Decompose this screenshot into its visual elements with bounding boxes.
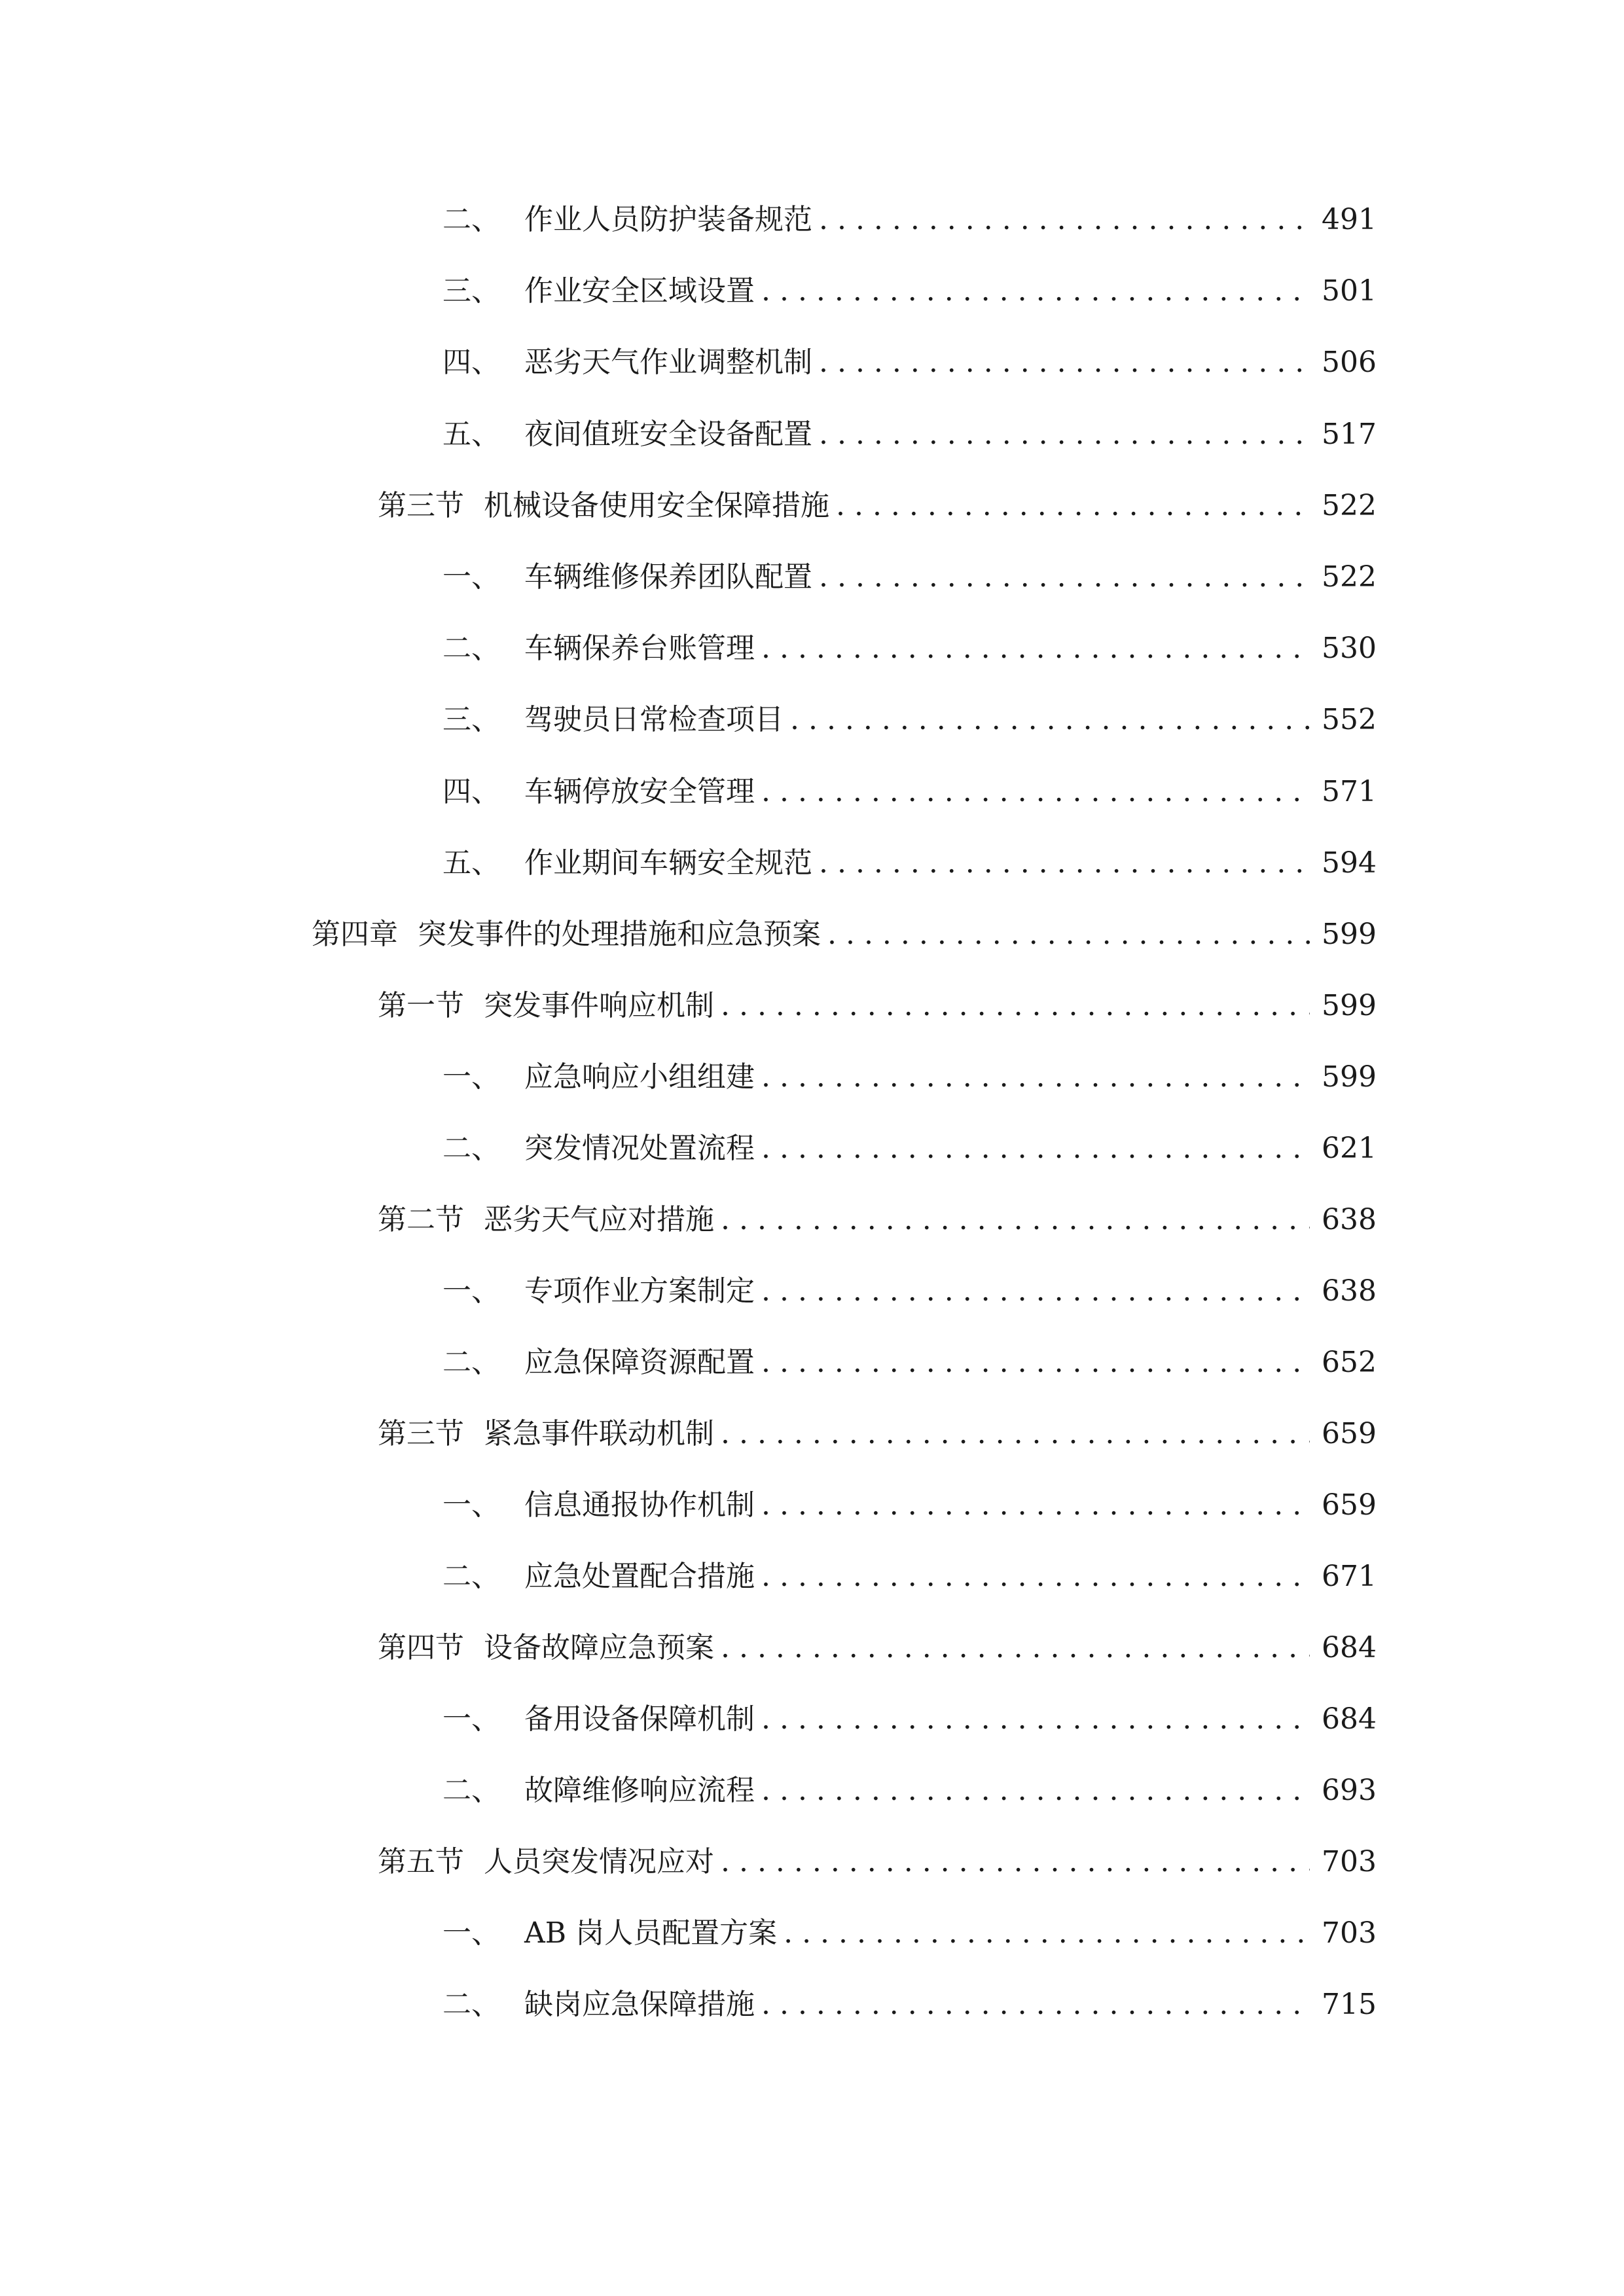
toc-entry-number: 一、 [442,1702,500,1736]
toc-entry-number: 五、 [442,418,500,451]
dot-leader [721,1841,1310,1883]
toc-entry-title: 突发事件的处理措施和应急预案 [418,918,821,951]
dot-leader [836,485,1310,527]
toc-entry-page: 638 [1322,1274,1377,1308]
toc-entry-number: 一、 [442,560,500,594]
toc-entry-page: 530 [1322,632,1377,665]
toc-entry[interactable] [378,1413,1377,1455]
toc-entry-page: 703 [1322,1845,1377,1878]
toc-entry[interactable] [442,1128,1377,1170]
toc-entry[interactable] [442,1770,1377,1812]
toc-entry-title: 设备故障应急预案 [484,1631,714,1664]
dot-leader [761,1484,1310,1526]
toc-entry-number: 四、 [442,775,500,808]
toc-entry[interactable] [442,1984,1377,2026]
toc-entry-number: 三、 [442,274,500,308]
toc-entry-title: 车辆停放安全管理 [524,775,755,808]
toc-entry-number: 二、 [442,203,500,236]
dot-leader [761,1056,1310,1098]
toc-entry-page: 599 [1322,989,1377,1022]
dot-leader [819,414,1310,456]
dot-leader [721,1627,1310,1669]
toc-entry[interactable] [442,342,1377,384]
toc-entry[interactable] [442,1698,1377,1740]
toc-entry-title: 突发事件响应机制 [484,989,714,1022]
toc-entry-number: 五、 [442,846,500,880]
toc-entry-number: 第一节 [378,989,464,1022]
toc-entry[interactable] [442,1556,1377,1598]
toc-entry-title: 突发情况处置流程 [524,1132,755,1165]
toc-entry-page: 684 [1322,1702,1377,1736]
toc-entry-number: 一、 [442,1488,500,1522]
toc-entry[interactable] [442,699,1377,741]
dot-leader [819,842,1310,884]
toc-entry-title: 作业人员防护装备规范 [524,203,812,236]
dot-leader [761,1770,1310,1812]
toc-entry-page: 621 [1322,1132,1377,1165]
toc-entry-number: 二、 [442,1774,500,1807]
dot-leader [790,699,1310,741]
toc-entry-number: 二、 [442,1988,500,2021]
toc-entry-title: 应急保障资源配置 [524,1346,755,1379]
toc-entry[interactable] [378,1627,1377,1669]
dot-leader [761,1698,1310,1740]
toc-entry[interactable] [312,914,1377,956]
toc-entry-number: 第四章 [312,918,398,951]
toc-entry[interactable] [378,1199,1377,1241]
toc-entry-number: 二、 [442,1346,500,1379]
toc-entry-title: 夜间值班安全设备配置 [524,418,812,451]
toc-entry[interactable] [442,556,1377,598]
dot-leader [761,1128,1310,1170]
toc-entry[interactable] [442,1270,1377,1312]
toc-entry-number: 二、 [442,632,500,665]
dot-leader [819,556,1310,598]
toc-entry-number: 第四节 [378,1631,464,1664]
toc-entry-page: 506 [1322,346,1377,379]
toc-entry-page: 684 [1322,1631,1377,1664]
dot-leader [721,985,1310,1027]
toc-entry-title: 作业期间车辆安全规范 [524,846,812,880]
toc-entry-page: 571 [1322,775,1377,808]
toc-entry-page: 594 [1322,846,1377,880]
toc-entry-number: 二、 [442,1560,500,1593]
toc-entry-page: 522 [1322,560,1377,594]
toc-entry-title: 应急响应小组组建 [524,1060,755,1094]
toc-entry-number: 三、 [442,703,500,736]
toc-entry-number: 二、 [442,1132,500,1165]
toc-entry-title: 专项作业方案制定 [524,1274,755,1308]
toc-entry[interactable] [378,1841,1377,1883]
toc-entry-title: 车辆维修保养团队配置 [524,560,812,594]
dot-leader [721,1413,1310,1455]
dot-leader [784,1912,1310,1954]
toc-entry-page: 693 [1322,1774,1377,1807]
toc-entry-page: 501 [1322,274,1377,308]
dot-leader [819,342,1310,384]
toc-entry-title: 恶劣天气应对措施 [484,1203,714,1236]
toc-entry[interactable] [442,1484,1377,1526]
toc-entry[interactable] [378,985,1377,1027]
toc-entry-title: 作业安全区域设置 [524,274,755,308]
dot-leader [761,1342,1310,1384]
toc-entry-number: 一、 [442,1274,500,1308]
toc-entry[interactable] [442,1342,1377,1384]
toc-entry-page: 491 [1322,203,1377,236]
toc-entry-page: 517 [1322,418,1377,451]
toc-entry-page: 652 [1322,1346,1377,1379]
toc-entry-title: 故障维修响应流程 [524,1774,755,1807]
toc-entry[interactable] [442,771,1377,813]
toc-entry[interactable] [378,485,1377,527]
toc-entry-title: 驾驶员日常检查项目 [524,703,784,736]
toc-entry[interactable] [442,842,1377,884]
dot-leader [819,199,1310,241]
toc-entry-number: 第五节 [378,1845,464,1878]
dot-leader [761,628,1310,670]
toc-entry-page: 552 [1322,703,1377,736]
toc-entry-page: 703 [1322,1916,1377,1950]
toc-entry-title: 应急处置配合措施 [524,1560,755,1593]
toc-entry-page: 659 [1322,1488,1377,1522]
toc-entry-title: 人员突发情况应对 [484,1845,714,1878]
toc-entry-page: 638 [1322,1203,1377,1236]
dot-leader [761,1270,1310,1312]
dot-leader [761,270,1310,312]
toc-entry[interactable] [442,1056,1377,1098]
toc-entry-title: 信息通报协作机制 [524,1488,755,1522]
toc-entry-number: 第二节 [378,1203,464,1236]
toc-entry-number: 一、 [442,1060,500,1094]
toc-entry-number: 一、 [442,1916,500,1950]
toc-entry-number: 四、 [442,346,500,379]
dot-leader [761,771,1310,813]
toc-entry-page: 599 [1322,1060,1377,1094]
toc-entry[interactable] [442,414,1377,456]
toc-entry-title: 缺岗应急保障措施 [524,1988,755,2021]
toc-entry-page: 599 [1322,918,1377,951]
toc-entry-title: 紧急事件联动机制 [484,1417,714,1450]
dot-leader [761,1556,1310,1598]
toc-entry[interactable] [442,199,1377,241]
toc-entry-page: 715 [1322,1988,1377,2021]
toc-entry-number: 第三节 [378,489,464,522]
dot-leader [721,1199,1310,1241]
toc-entry-number: 第三节 [378,1417,464,1450]
dot-leader [761,1984,1310,2026]
toc-entry-title: 备用设备保障机制 [524,1702,755,1736]
toc-entry-page: 522 [1322,489,1377,522]
toc-entry-title: 机械设备使用安全保障措施 [484,489,829,522]
dot-leader [827,914,1310,956]
toc-entry-page: 671 [1322,1560,1377,1593]
toc-entry-title: 恶劣天气作业调整机制 [524,346,812,379]
toc-entry-title: 车辆保养台账管理 [524,632,755,665]
toc-entry[interactable] [442,628,1377,670]
toc-entry[interactable] [442,270,1377,312]
toc-entry-title: AB 岗人员配置方案 [524,1916,778,1950]
toc-entry-page: 659 [1322,1417,1377,1450]
toc-entry[interactable] [442,1912,1377,1954]
